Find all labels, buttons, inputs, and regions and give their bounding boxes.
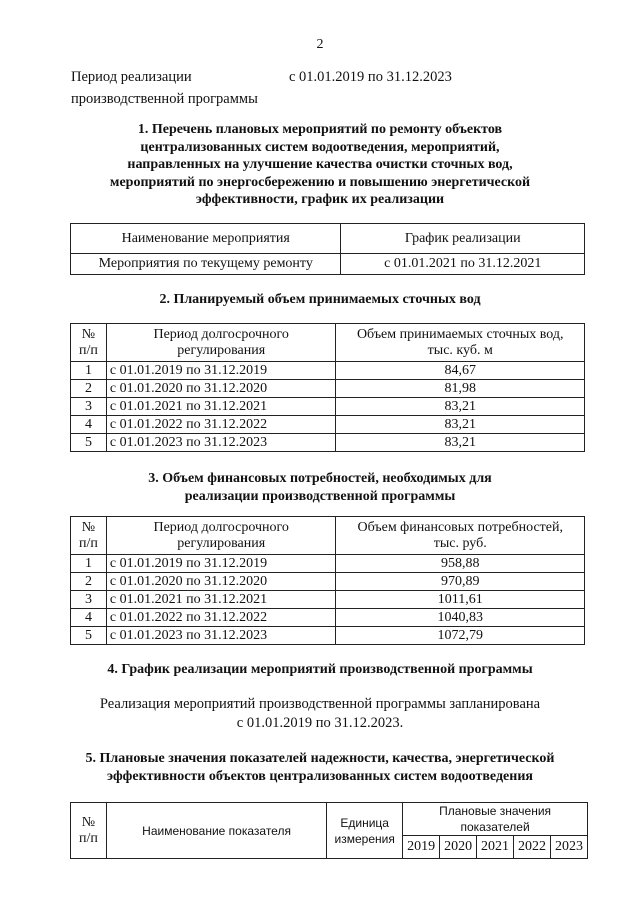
cell-period: с 01.01.2022 по 31.12.2022 (106, 609, 336, 627)
cell-num: 4 (71, 416, 107, 434)
header-finance (336, 517, 585, 555)
header-period (106, 517, 336, 555)
cell-num: 3 (71, 591, 107, 609)
header-unit-line2: измерения (334, 831, 395, 846)
section1-title-line: направленных на улучшение качества очистки сточных вод, (127, 157, 513, 172)
header-num-line1: № (81, 519, 96, 535)
table-header-row (71, 803, 588, 836)
table-row (71, 434, 585, 452)
header-indicator-name: Наименование показателя (106, 803, 326, 859)
section2-title: 2. Планируемый объем принимаемых сточных вод (159, 292, 481, 307)
header-volume-line1: Объем принимаемых сточных вод, (356, 326, 564, 342)
section1-title (0, 121, 640, 209)
cell-value: 1040,83 (336, 609, 585, 627)
header-finance-line2: тыс. руб. (433, 535, 487, 551)
section5-title-line1: 5. Плановые значения показателей надежности, качества, энергетической (85, 751, 555, 766)
table-row (71, 555, 585, 573)
cell-value: 958,88 (336, 555, 585, 573)
section3-title-line2: реализации производственной программы (184, 488, 456, 504)
header-year: 2022 (514, 836, 551, 859)
header-volume (336, 324, 585, 362)
header-num-line2: п/п (79, 830, 98, 846)
indicators-table (70, 802, 588, 859)
cell-value: 83,21 (336, 434, 585, 452)
cell-value: 84,67 (336, 362, 585, 380)
header-year: 2021 (477, 836, 514, 859)
section5-title (0, 750, 640, 785)
cell-period: с 01.01.2021 по 31.12.2021 (106, 591, 336, 609)
period-label-line1: Период реализации (71, 69, 192, 85)
cell-value: 1072,79 (336, 627, 585, 645)
table-row (71, 591, 585, 609)
table-row (71, 362, 585, 380)
cell-value: 83,21 (336, 398, 585, 416)
cell-period: с 01.01.2020 по 31.12.2020 (106, 380, 336, 398)
header-num-line1: № (81, 814, 96, 830)
header-period (106, 324, 336, 362)
header-unit (327, 803, 403, 859)
header-period-line2: регулирования (177, 535, 266, 551)
cell-value: 83,21 (336, 416, 585, 434)
section1-title-line: эффективности, график их реализации (195, 192, 445, 207)
cell-period: с 01.01.2020 по 31.12.2020 (106, 573, 336, 591)
cell-value: 81,98 (336, 380, 585, 398)
section1-title-line: мероприятий по энергосбережению и повышению энергетической (109, 174, 531, 190)
header-num-line1: № (81, 326, 96, 342)
financial-needs-table (70, 516, 585, 645)
cell-num: 5 (71, 627, 107, 645)
period-label-line2: производственной программы (71, 91, 258, 107)
cell-num: 4 (71, 609, 107, 627)
header-year: 2023 (550, 836, 587, 859)
header-year: 2019 (403, 836, 440, 859)
cell-num: 3 (71, 398, 107, 416)
header-period-line2: регулирования (177, 342, 266, 358)
header-num-line2: п/п (79, 342, 98, 358)
cell-value: 1011,61 (336, 591, 585, 609)
cell-num: 1 (71, 555, 107, 573)
wastewater-volume-table (70, 323, 585, 452)
header-measure-name: Наименование мероприятия (71, 224, 341, 254)
table-row (71, 627, 585, 645)
cell-value: 970,89 (336, 573, 585, 591)
cell-schedule: с 01.01.2021 по 31.12.2021 (341, 254, 585, 275)
table-row (71, 380, 585, 398)
cell-period: с 01.01.2019 по 31.12.2019 (106, 362, 336, 380)
header-num-line2: п/п (79, 535, 98, 551)
header-num (71, 803, 107, 859)
header-volume-line2: тыс. куб. м (427, 342, 493, 358)
section4-text-line2: с 01.01.2019 по 31.12.2023. (236, 715, 404, 731)
table-row (71, 416, 585, 434)
period-value: с 01.01.2019 по 31.12.2023 (289, 69, 452, 85)
header-planned-values: Плановые значения показателей (403, 803, 588, 836)
section3-title (0, 470, 640, 505)
header-num (71, 517, 107, 555)
cell-num: 2 (71, 573, 107, 591)
table-header-row (71, 324, 585, 362)
cell-period: с 01.01.2023 по 31.12.2023 (106, 627, 336, 645)
table-header-row (71, 224, 585, 254)
table-header-row (71, 517, 585, 555)
cell-period: с 01.01.2022 по 31.12.2022 (106, 416, 336, 434)
cell-num: 2 (71, 380, 107, 398)
section3-title-line1: 3. Объем финансовых потребностей, необходимых для (148, 471, 492, 486)
page-number: 2 (316, 37, 324, 52)
header-period-line1: Период долгосрочного (153, 519, 289, 535)
header-year: 2020 (440, 836, 477, 859)
table-row (71, 254, 585, 275)
header-period-line1: Период долгосрочного (153, 326, 289, 342)
section1-title-line: 1. Перечень плановых мероприятий по ремонту объектов (137, 122, 503, 137)
section1-title-line: централизованных систем водоотведения, мероприятий, (140, 139, 500, 155)
cell-period: с 01.01.2019 по 31.12.2019 (106, 555, 336, 573)
cell-period: с 01.01.2023 по 31.12.2023 (106, 434, 336, 452)
cell-period: с 01.01.2021 по 31.12.2021 (106, 398, 336, 416)
section4-text (0, 695, 640, 733)
table-row (71, 609, 585, 627)
cell-measure: Мероприятия по текущему ремонту (71, 254, 341, 275)
table-row (71, 398, 585, 416)
section4-title: 4. График реализации мероприятий производственной программы (107, 662, 533, 677)
header-num (71, 324, 107, 362)
header-schedule: График реализации (341, 224, 585, 254)
cell-num: 1 (71, 362, 107, 380)
measures-table (70, 223, 585, 275)
cell-num: 5 (71, 434, 107, 452)
header-unit-line1: Единица (340, 815, 389, 830)
period-label (71, 66, 258, 110)
header-finance-line1: Объем финансовых потребностей, (357, 519, 563, 535)
section4-text-line1: Реализация мероприятий производственной программы запланирована (99, 696, 541, 712)
table-row (71, 573, 585, 591)
section5-title-line2: эффективности объектов централизованных систем водоотведения (107, 768, 533, 784)
